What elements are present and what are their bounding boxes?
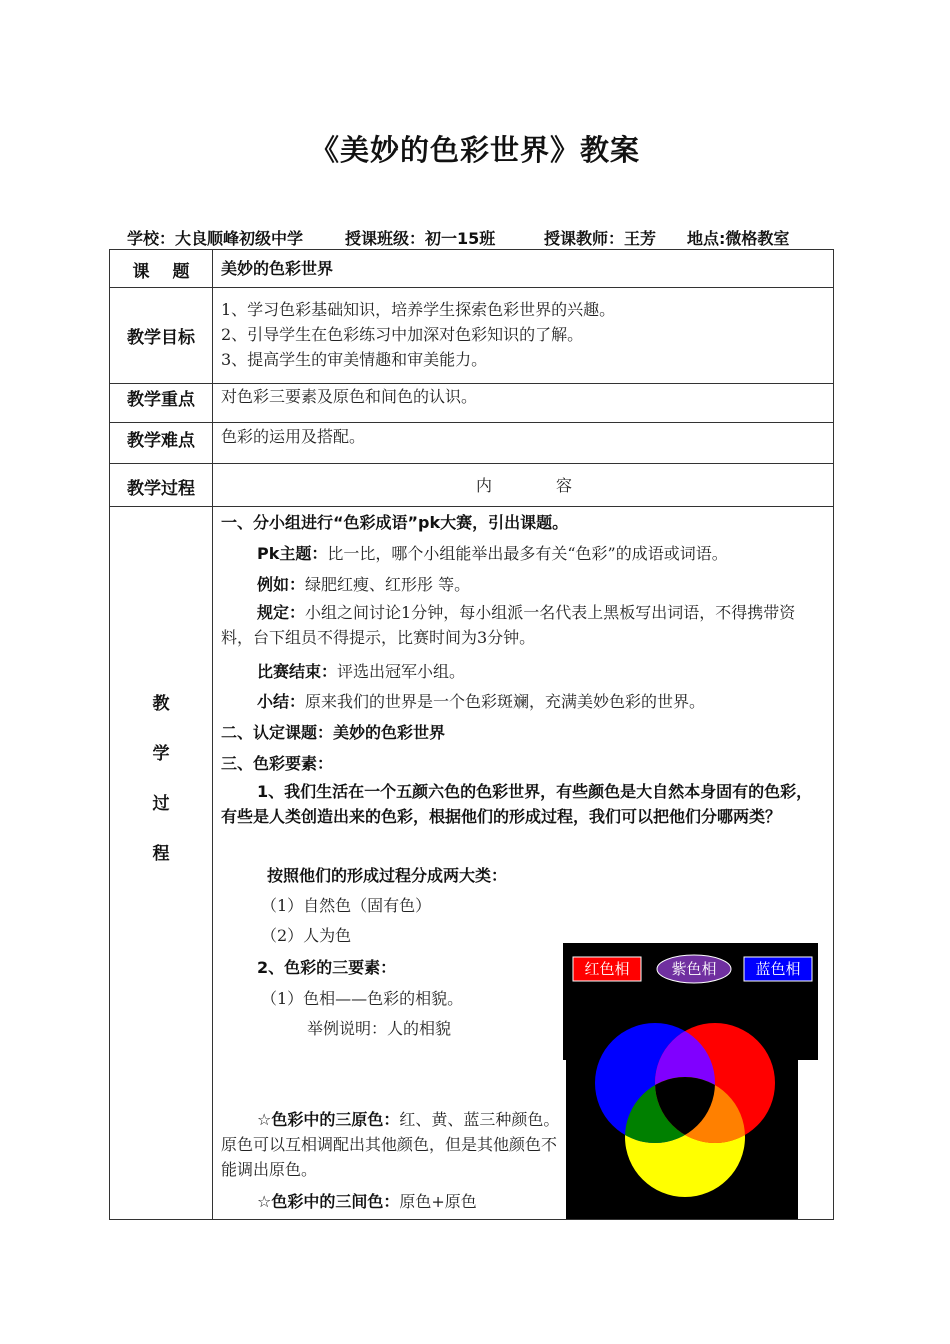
goals-label: 教学目标 bbox=[127, 328, 195, 348]
section-3-title: 三、色彩要素： bbox=[221, 754, 334, 773]
row-divider bbox=[110, 463, 833, 464]
section-1-title: 一、分小组进行“色彩成语”pk大赛，引出课题。 bbox=[221, 513, 569, 532]
content-header: 内 容 bbox=[475, 476, 572, 495]
question-1: 1、我们生活在一个五颜六色的色彩世界，有些颜色是大自然本身固有的色彩，有些是人类创造出来的色彩，根据他们的形成过程，我们可以把他们分哪两类？ bbox=[221, 782, 813, 826]
process-vertical-char: 教 bbox=[152, 694, 170, 714]
meta-class: 授课班级：初一15班 bbox=[345, 229, 496, 248]
three-elements-title: 2、色彩的三要素： bbox=[257, 958, 397, 977]
lesson-plan-table bbox=[109, 249, 834, 1220]
match-end: 比赛结束：评选出冠军小组。 bbox=[257, 662, 466, 681]
goal-item: 3、提高学生的审美情趣和审美能力。 bbox=[221, 350, 488, 369]
red-hue-label: 红色相 bbox=[584, 960, 630, 978]
hue-definition: （1）色相——色彩的相貌。 bbox=[261, 989, 464, 1008]
color-wheel-figure bbox=[563, 943, 818, 1219]
column-divider bbox=[212, 250, 213, 1219]
key-value: 对色彩三要素及原色和间色的认识。 bbox=[221, 387, 478, 406]
process-vertical-char: 学 bbox=[152, 744, 170, 764]
secondary-colors: ☆色彩中的三间色：原色+原色 bbox=[257, 1192, 477, 1211]
artificial-color: （2）人为色 bbox=[261, 926, 352, 945]
meta-line bbox=[127, 226, 827, 248]
key-label: 教学重点 bbox=[127, 390, 195, 410]
goal-item: 2、引导学生在色彩练习中加深对色彩知识的了解。 bbox=[221, 325, 584, 344]
blue-hue-label: 蓝色相 bbox=[755, 960, 801, 978]
section-2-title: 二、认定课题：美妙的色彩世界 bbox=[221, 723, 446, 742]
process-vertical-char: 过 bbox=[152, 794, 170, 814]
difficulty-label: 教学难点 bbox=[127, 431, 195, 451]
difficulty-value: 色彩的运用及搭配。 bbox=[221, 427, 366, 446]
pk-theme: Pk主题：比一比，哪个小组能举出最多有关“色彩”的成语或词语。 bbox=[257, 544, 728, 563]
meta-school: 学校：大良顺峰初级中学 bbox=[127, 229, 304, 248]
natural-color: （1）自然色（固有色） bbox=[261, 896, 432, 915]
row-divider bbox=[110, 506, 833, 507]
process-label: 教学过程 bbox=[127, 479, 195, 499]
topic-label: 课 题 bbox=[132, 262, 190, 282]
rules: 规定：小组之间讨论1分钟，每小组派一名代表上黑板写出词语，不得携带资料，台下组员不得提示，比赛时间为3分钟。 bbox=[221, 603, 796, 647]
hue-example: 举例说明：人的相貌 bbox=[307, 1019, 452, 1038]
goal-item: 1、学习色彩基础知识，培养学生探索色彩世界的兴趣。 bbox=[221, 300, 616, 319]
topic-value: 美妙的色彩世界 bbox=[221, 259, 334, 278]
row-divider bbox=[110, 422, 833, 423]
example: 例如：绿肥红瘦、红形彤 等。 bbox=[257, 575, 471, 594]
document-title: 《美妙的色彩世界》教案 bbox=[309, 133, 640, 167]
meta-teacher: 授课教师：王芳 bbox=[544, 229, 657, 248]
primary-colors: ☆色彩中的三原色：红、黄、蓝三种颜色。原色可以互相调配出其他颜色，但是其他颜色不能调出原色。 bbox=[221, 1110, 560, 1179]
process-vertical-char: 程 bbox=[152, 844, 170, 864]
meta-place: 地点:微格教室 bbox=[687, 229, 790, 248]
row-divider bbox=[110, 287, 833, 288]
purple-hue-label: 紫色相 bbox=[671, 960, 717, 978]
summary: 小结：原来我们的世界是一个色彩斑斓，充满美妙色彩的世界。 bbox=[257, 692, 706, 711]
classify-intro: 按照他们的形成过程分成两大类： bbox=[267, 866, 508, 885]
goals-list bbox=[221, 297, 827, 372]
